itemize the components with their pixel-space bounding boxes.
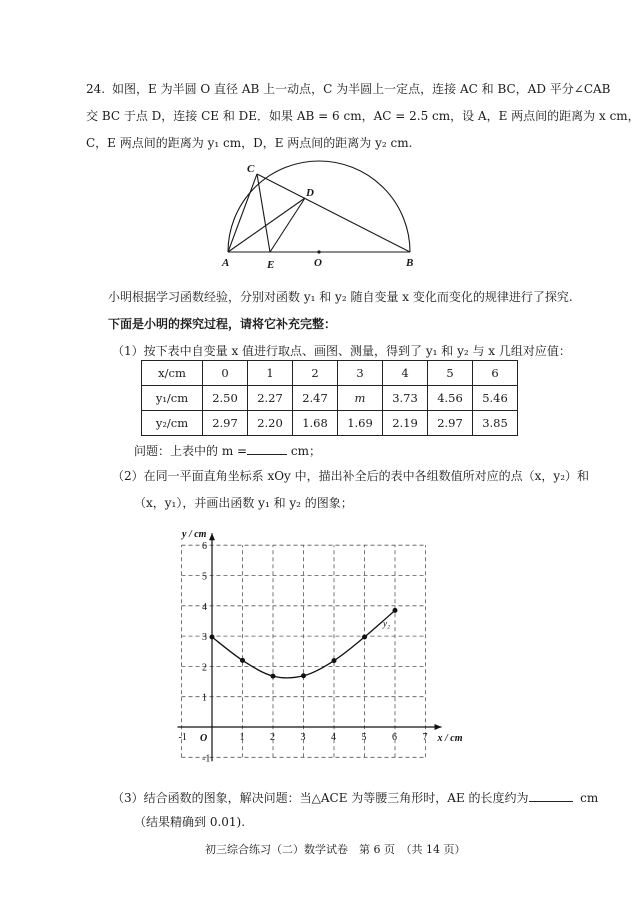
y-tick-label: 6 (202, 541, 207, 553)
label-d: D (306, 187, 314, 199)
table-cell: 3.73 (383, 386, 428, 411)
table-cell: 2.20 (248, 411, 293, 436)
label-b: B (406, 257, 414, 269)
instruction-text: 下面是小明的探究过程，请将它补充完整： (108, 317, 337, 331)
table-row-y2 (142, 411, 518, 436)
part1-question (134, 443, 321, 457)
part2-line-2: （x，y₁），并画出函数 y₁ 和 y₂ 的图象； (134, 496, 353, 510)
table-cell: 5.46 (473, 386, 518, 411)
problem-line-1: 如图，E 为半圆 O 直径 AB 上一动点，C 为半圆上一定点，连接 AC 和 BC，AD 平分∠CAB (112, 82, 611, 96)
table-cell: 2.19 (383, 411, 428, 436)
part3-line-1 (112, 790, 598, 804)
problem-number: 24. (86, 82, 106, 96)
label-e: E (267, 259, 275, 271)
origin-label: O (200, 733, 208, 744)
part2-line-1: （2）在同一平面直角坐标系 xOy 中，描出补全后的表中各组数值所对应的点（x，y₂）和 (112, 469, 590, 483)
y-tick-label: 1 (202, 692, 207, 704)
part3-question: （3）结合函数的图象，解决问题：当△ACE 为等腰三角形时，AE 的长度约为 (112, 791, 529, 805)
x-tick-label: 3 (300, 732, 306, 743)
y-tick-label: 3 (202, 632, 207, 644)
table-cell: 4.56 (428, 386, 473, 411)
y-tick-label: -1 (202, 753, 211, 765)
value-table (141, 360, 518, 436)
table-cell: 1.68 (293, 411, 338, 436)
x-axis-label: x / cm (437, 733, 463, 744)
part3-unit: cm (580, 791, 599, 805)
y-tick-label: 2 (202, 662, 207, 674)
table-cell: 3 (338, 361, 383, 386)
table-cell: 3.85 (473, 411, 518, 436)
x-tick-label: 6 (392, 732, 397, 743)
y-tick-label: 4 (202, 601, 207, 613)
table-cell: m (338, 386, 383, 411)
problem-line-2: 交 BC 于点 D，连接 CE 和 DE．如果 AB = 6 cm，AC = 2.5 cm，设 A，E 两点间的距离为 x cm， (86, 109, 640, 123)
label-o: O (314, 257, 322, 269)
x-tick-label: -1 (178, 732, 187, 743)
y-tick-label: 5 (202, 571, 207, 583)
data-point-y2 (240, 658, 245, 663)
table-row-y1 (142, 386, 518, 411)
table-cell: 2.27 (248, 386, 293, 411)
segment-ad (228, 198, 305, 252)
table-cell: 2.97 (203, 411, 248, 436)
segment-ce (257, 174, 270, 252)
x-tick-label: 7 (422, 732, 428, 743)
part3-line-2: （结果精确到 0.01). (134, 815, 246, 829)
table-cell: 4 (383, 361, 428, 386)
data-point-y2 (362, 635, 367, 640)
x-tick-label: 5 (361, 732, 367, 743)
question-unit: cm； (290, 444, 322, 458)
segment-de (270, 198, 305, 252)
semicircle-figure (210, 150, 430, 275)
answer-blank-m[interactable] (247, 443, 287, 455)
problem-line-3: C，E 两点间的距离为 y₁ cm，D，E 两点间的距离为 y₂ cm. (86, 136, 413, 150)
table-cell: 0 (203, 361, 248, 386)
table-cell: 1.69 (338, 411, 383, 436)
table-cell: 1 (248, 361, 293, 386)
table-cell: 2.97 (428, 411, 473, 436)
part1-text: （1）按下表中自变量 x 值进行取点、画图、测量，得到了 y₁ 和 y₂ 与 x 几组对应值： (112, 344, 571, 358)
table-cell: 2.50 (203, 386, 248, 411)
series-label-y2: y₂ (383, 618, 391, 629)
x-tick-label: 1 (239, 732, 245, 743)
data-point-y2 (301, 673, 306, 678)
x-tick-label: 2 (270, 732, 275, 743)
table-header: x/cm (142, 361, 203, 386)
y-axis-arrow (209, 533, 215, 540)
data-point-y2 (393, 608, 398, 613)
data-point-y2 (210, 635, 215, 640)
center-dot (317, 250, 320, 253)
data-point-y2 (271, 674, 276, 679)
y-axis-label: y / cm (182, 529, 207, 541)
data-point-y2 (332, 658, 337, 663)
question-label: 问题：上表中的 m = (134, 444, 248, 458)
label-a: A (222, 257, 230, 269)
page-footer: 初三综合练习（二）数学试卷 第 6 页 （共 14 页） (205, 843, 466, 856)
table-cell: 5 (428, 361, 473, 386)
segment-ac (228, 174, 257, 252)
table-cell: 2.47 (293, 386, 338, 411)
table-cell: 2 (293, 361, 338, 386)
coordinate-chart (165, 515, 475, 780)
label-c: C (247, 163, 255, 175)
intro-text: 小明根据学习函数经验，分别对函数 y₁ 和 y₂ 随自变量 x 变化而变化的规律进行了探究. (108, 290, 573, 304)
table-header: y₂/cm (142, 411, 203, 436)
segment-cb (257, 174, 410, 252)
table-header: y₁/cm (142, 386, 203, 411)
answer-blank-ae[interactable] (529, 790, 573, 802)
x-axis-arrow (435, 724, 442, 730)
x-tick-label: 4 (331, 732, 336, 743)
table-row-x (142, 361, 518, 386)
table-cell: 6 (473, 361, 518, 386)
